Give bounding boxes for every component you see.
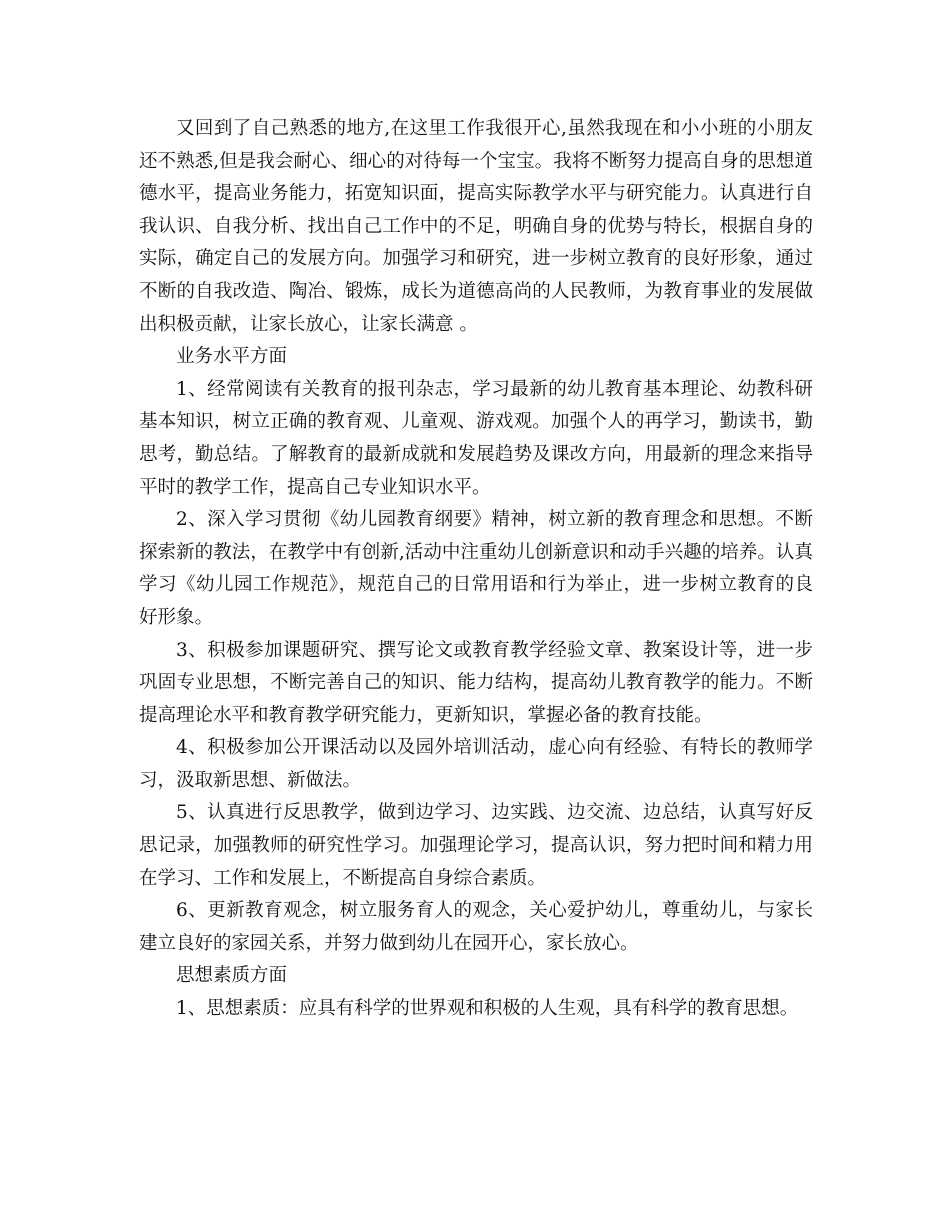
business-item-5: 5、认真进行反思教学，做到边学习、边实践、边交流、边总结，认真写好反思记录，加强教师的研究性学习。加强理论学习，提高认识，努力把时间和精力用在学习、工作和发展上，不断提高自身综合素质。 <box>139 802 813 889</box>
document-body <box>139 113 813 1026</box>
intro-paragraph: 又回到了自己熟悉的地方,在这里工作我很开心,虽然我现在和小小班的小朋友还不熟悉,但是我会耐心、细心的对待每一个宝宝。我将不断努力提高自身的思想道德水平，提高业务能力，拓宽知识面，提高实际教学水平与研究能力。认真进行自我认识、自我分析、找出自己工作中的不足，明确自身的优势与特长，根据自身的实际，确定自己的发展方向。加强学习和研究，进一步树立教育的良好形象，通过不断的自我改造、陶冶、锻炼，成长为道德高尚的人民教师，为教育事业的发展做出积极贡献，让家长放心，让家长满意 。 <box>139 118 813 335</box>
business-item-1: 1、经常阅读有关教育的报刊杂志，学习最新的幼儿教育基本理论、幼教科研基本知识，树立正确的教育观、儿童观、游戏观。加强个人的再学习，勤读书，勤思考，勤总结。了解教育的最新成就和发展趋势及课改方向，用最新的理念来指导平时的教学工作，提高自己专业知识水平。 <box>139 378 813 498</box>
business-item-2: 2、深入学习贯彻《幼儿园教育纲要》精神，树立新的教育理念和思想。不断探索新的教法，在教学中有创新,活动中注重幼儿创新意识和动手兴趣的培养。认真学习《幼儿园工作规范》，规范自己的日常用语和行为举止，进一步树立教育的良好形象。 <box>139 509 813 628</box>
section-heading-business-level: 业务水平方面 <box>176 346 288 368</box>
business-item-4: 4、积极参加公开课活动以及园外培训活动，虚心向有经验、有特长的教师学习，汲取新思想、新做法。 <box>139 737 813 791</box>
ideology-item-1: 1、思想素质：应具有科学的世界观和积极的人生观，具有科学的教育思想。 <box>176 998 799 1020</box>
section-heading-ideology: 思想素质方面 <box>176 965 288 987</box>
business-item-6: 6、更新教育观念，树立服务育人的观念，关心爱护幼儿，尊重幼儿，与家长建立良好的家园关系，并努力做到幼儿在园开心，家长放心。 <box>139 900 813 954</box>
business-item-3: 3、积极参加课题研究、撰写论文或教育教学经验文章、教案设计等，进一步巩固专业思想，不断完善自己的知识、能力结构，提高幼儿教育教学的能力。不断提高理论水平和教育教学研究能力，更新知识，掌握必备的教育技能。 <box>139 639 813 726</box>
